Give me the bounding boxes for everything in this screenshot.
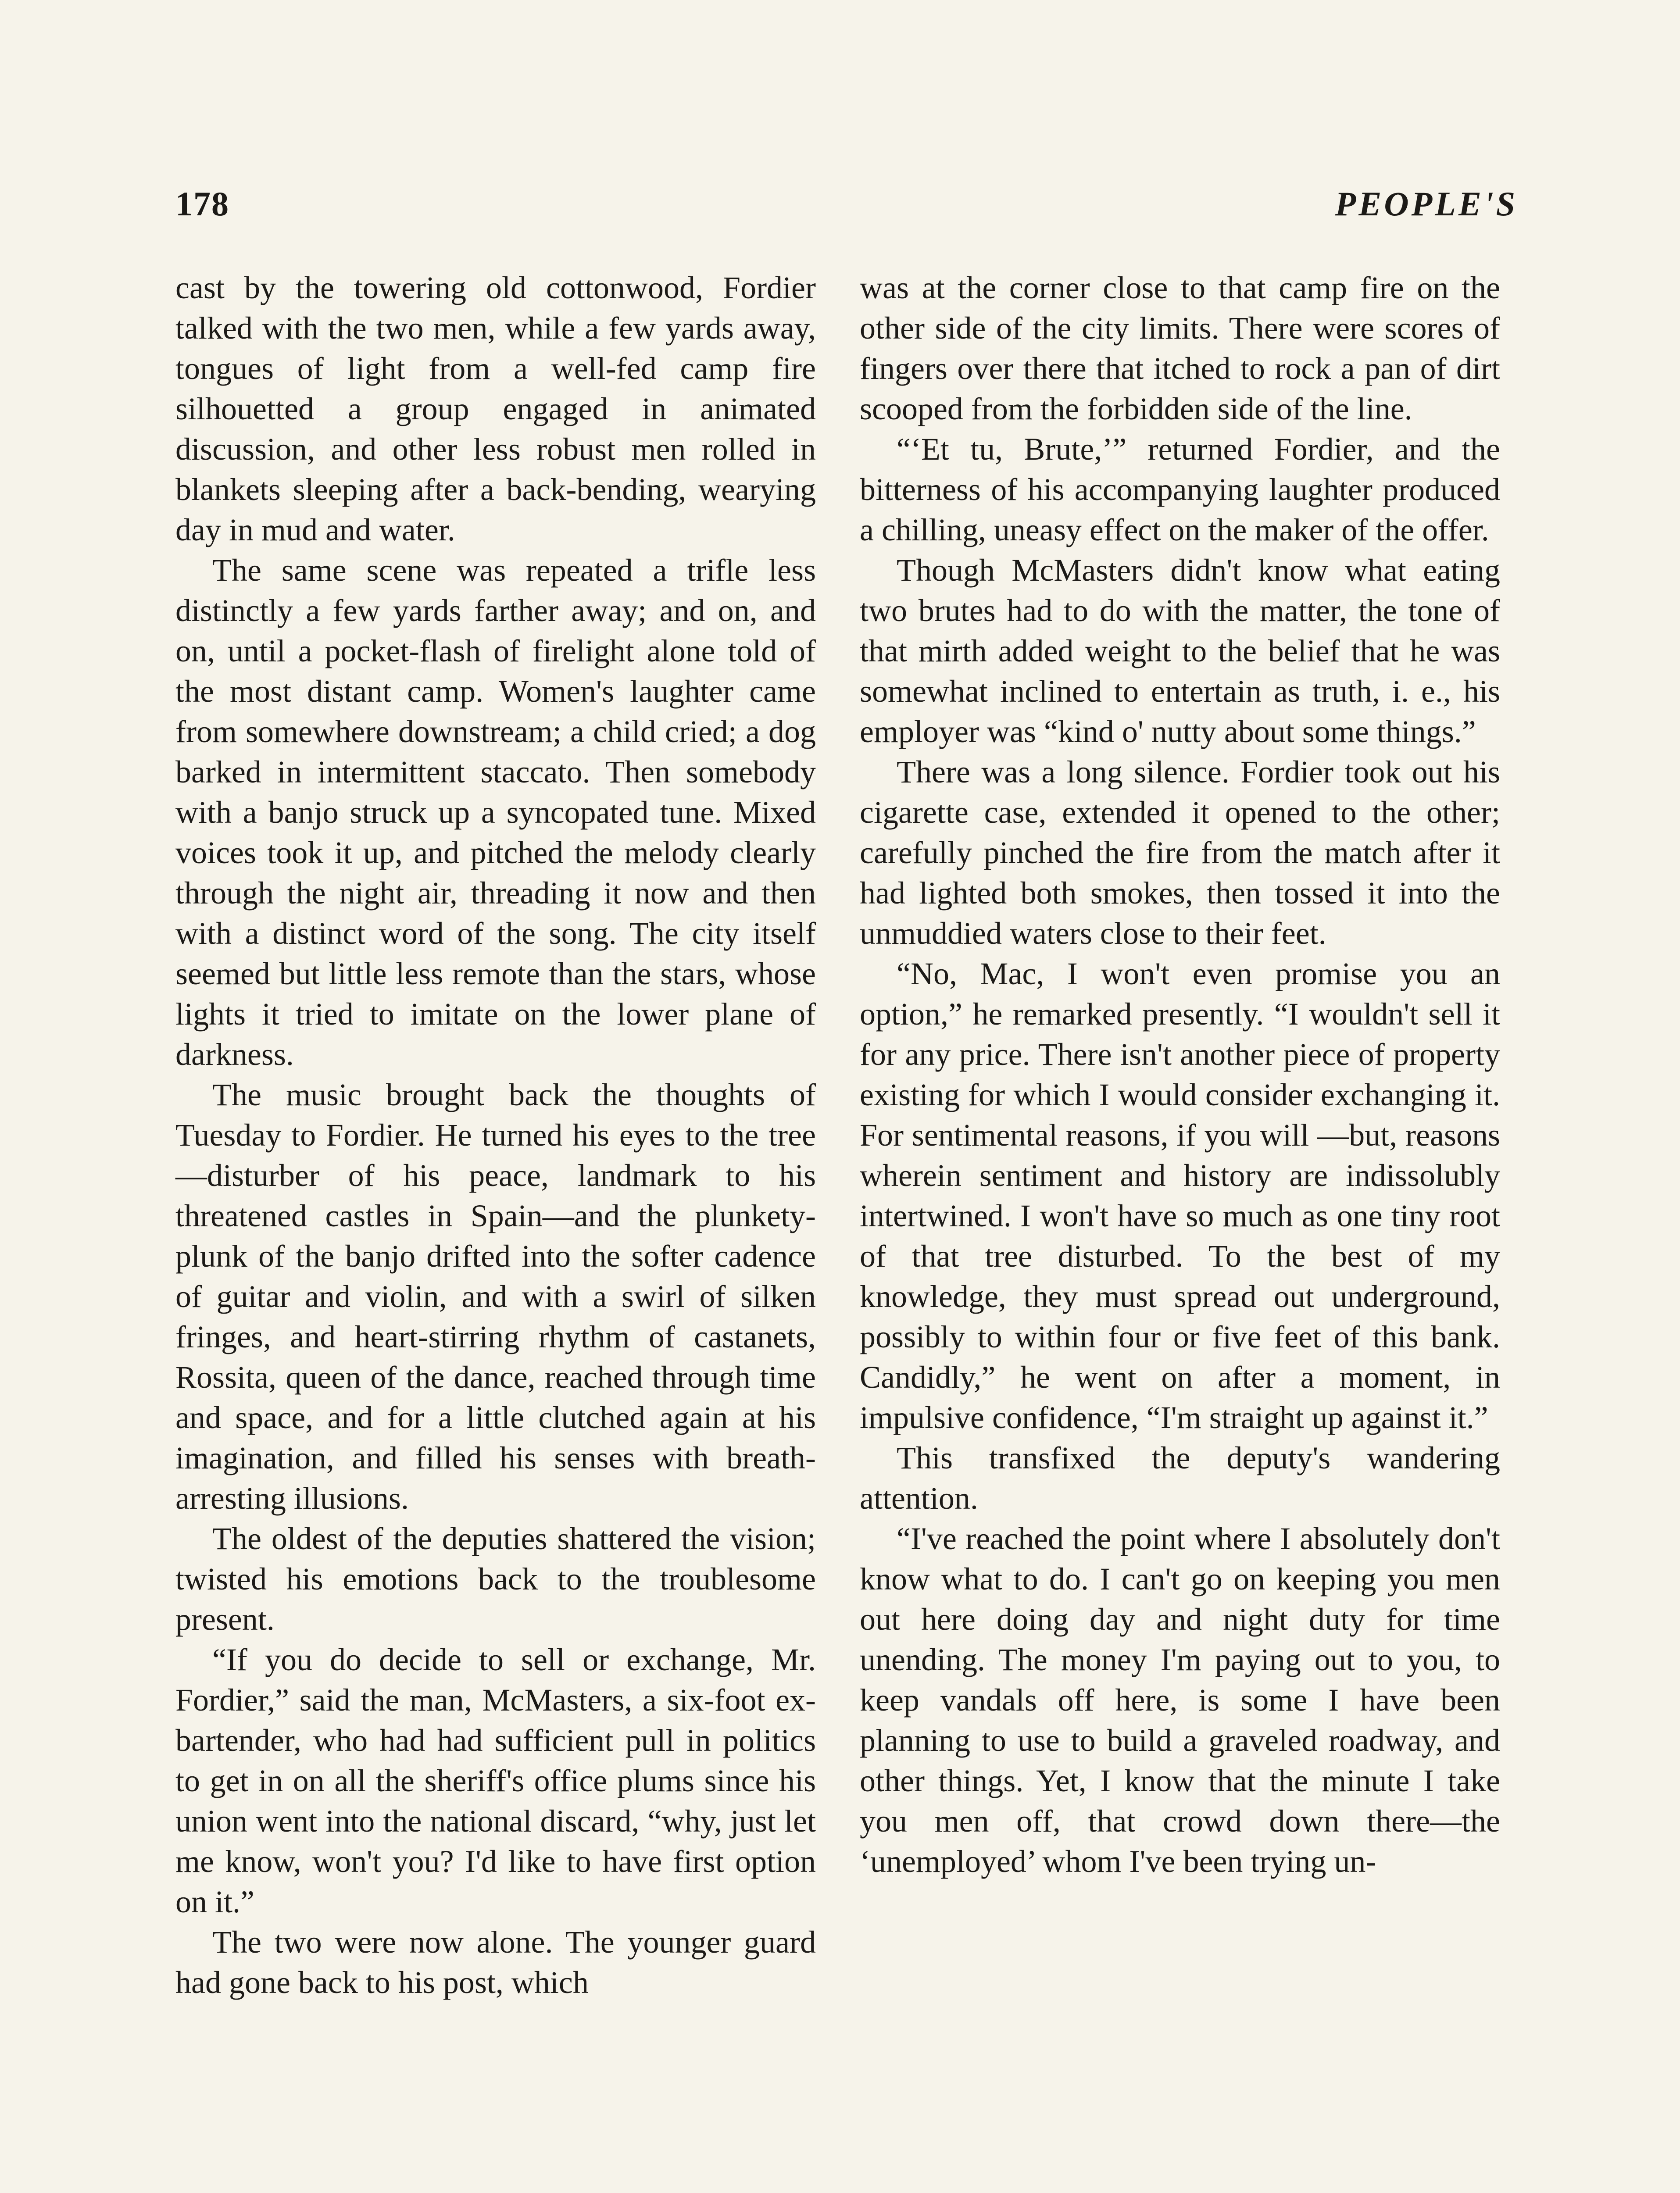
paragraph: The same scene was repeated a trifle less distinctly a few yards farther away; and on, and on, until a pocket-flash of firelight alone told of the most distant camp. Women's laughter came from somewhere downstream; a child cried; a dog barked in intermittent staccato. Then somebody with a banjo struck up a syncopated tune. Mixed voices took it up, and pitched the melody clearly through the night air, threading it now and then with a distinct word of the song. The city itself seemed but little less remote than the stars, whose lights it tried to imitate on the lower plane of darkness. [175, 553, 816, 1072]
page-header [175, 184, 1518, 250]
page-number: 178 [175, 185, 229, 223]
paragraph: There was a long silence. Fordier took out his cigarette case, extended it opened to the other; carefully pinched the fire from the match after it had lighted both smokes, then tossed it into the unmuddied waters close to their feet. [860, 754, 1500, 951]
paragraph: “If you do decide to sell or exchange, Mr. Fordier,” said the man, McMasters, a six-foot ex-bartender, who had had sufficient pull in politics to get in on all the sheriff's office plums since his union went into the national discard, “why, just let me know, won't you? I'd like to have first option on it.” [175, 1642, 816, 1919]
left-column [175, 268, 816, 2003]
paragraph: The music brought back the thoughts of Tuesday to Fordier. He turned his eyes to the tree—disturber of his peace, landmark to his threatened castles in Spain—and the plunkety-plunk of the banjo drifted into the softer cadence of guitar and violin, and with a swirl of silken fringes, and heart-stirring rhythm of castanets, Rossita, queen of the dance, reached through time and space, and for a little clutched again at his imagination, and filled his senses with breath-arresting illusions. [175, 1077, 816, 1516]
paragraph: The oldest of the deputies shattered the vision; twisted his emotions back to the troublesome present. [175, 1521, 816, 1637]
paragraph: This transfixed the deputy's wandering attention. [860, 1440, 1500, 1516]
paragraph: “‘Et tu, Brute,’” returned Fordier, and the bitterness of his accompanying laughter produced a chilling, uneasy effect on the maker of the offer. [860, 432, 1500, 547]
paragraph: cast by the towering old cottonwood, Fordier talked with the two men, while a few yards away, tongues of light from a well-fed camp fire silhouetted a group engaged in animated discussion, and other less robust men rolled in blankets sleeping after a back-bending, wearying day in mud and water. [175, 270, 816, 547]
right-column [860, 268, 1500, 1882]
paragraph: Though McMasters didn't know what eating two brutes had to do with the matter, the tone of that mirth added weight to the belief that he was somewhat inclined to entertain as truth, i. e., his employer was “kind o' nutty about some things.” [860, 553, 1500, 749]
running-head: PEOPLE'S [1335, 185, 1518, 223]
paragraph: “I've reached the point where I absolutely don't know what to do. I can't go on keeping you men out here doing day and night duty for time unending. The money I'm paying out to you, to keep vandals off here, is some I have been planning to use to build a graveled roadway, and other things. Yet, I know that the minute I take you men off, that crowd down there—the ‘unemployed’ whom I've been trying un- [860, 1521, 1500, 1879]
paragraph: was at the corner close to that camp fire on the other side of the city limits. There were scores of fingers over there that itched to rock a pan of dirt scooped from the forbidden side of the line. [860, 270, 1500, 426]
paragraph: “No, Mac, I won't even promise you an option,” he remarked presently. “I wouldn't sell it for any price. There isn't another piece of property existing for which I would consider exchanging it. For sentimental reasons, if you will —but, reasons wherein sentiment and history are indissolubly intertwined. I won't have so much as one tiny root of that tree disturbed. To the best of my knowledge, they must spread out underground, possibly to within four or five feet of this bank. Candidly,” he went on after a moment, in impulsive confidence, “I'm straight up against it.” [860, 956, 1500, 1435]
paragraph: The two were now alone. The younger guard had gone back to his post, which [175, 1925, 816, 2000]
